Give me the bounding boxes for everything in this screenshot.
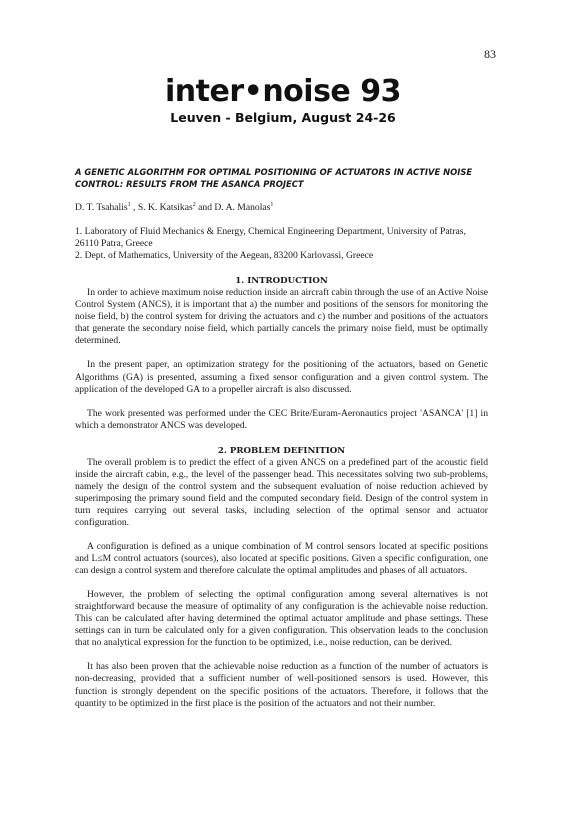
body-paragraph: A configuration is defined as a unique combination of M control sensors located at specific positions and L≤M control actuators (sources), also located at specific positions. Given a specific configuration, one can design a control system and therefore calculate the optimal amplitudes and phases of all actuators. <box>75 541 488 577</box>
author-separator: , <box>130 202 138 213</box>
author-separator: and <box>195 202 215 213</box>
section-heading: 1. INTRODUCTION <box>235 276 328 287</box>
affiliation: 1. Laboratory of Fluid Mechanics & Energy, Chemical Engineering Department, University of Patras, 26110 Patra, Greece <box>75 226 466 250</box>
author-affiliation-mark: 1 <box>127 201 131 208</box>
author-name: D. T. Tsahalis <box>75 202 128 213</box>
conference-venue: Leuven - Belgium, August 24-26 <box>170 110 396 125</box>
author-name: S. K. Katsikas <box>137 202 193 213</box>
page-number: 83 <box>484 47 496 61</box>
paper-title: A GENETIC ALGORITHM FOR OPTIMAL POSITIONING OF ACTUATORS IN ACTIVE NOISE CONTROL: RESULTS FROM THE ASANCA PROJECT <box>75 167 473 189</box>
conference-logo: inter•noise 93 <box>165 74 401 109</box>
body-paragraph: The work presented was performed under the CEC Brite/Euram-Aeronautics project 'ASANCA' [1] in which a demonstrator ANCS was developed. <box>75 407 488 431</box>
body-paragraph: In order to achieve maximum noise reduction inside an aircraft cabin through the use of an Active Noise Control System (ANCS), it is important that a) the number and positions of the sensors for monitoring the noise field, b) the control system for driving the actuators and c) the number and positions of the actuators that generate the secondary noise field, which partially cancels the primary noise field, must be optimally determined. <box>75 287 488 347</box>
body-paragraph: It has also been proven that the achievable noise reduction as a function of the number of actuators is non-decreasing, provided that a sufficient number of well-positioned sensors is used. However, this function is strongly dependent on the specific positions of the actuators. Therefore, it follows that the quantity to be optimized in the first place is the position of the actuators and not their number. <box>75 661 488 709</box>
body-paragraph: However, the problem of selecting the optimal configuration among several alternatives is not straightforward because the measure of optimality of any configuration is the achievable noise reduction. This can be calculated after having determined the optimal actuator amplitude and phase settings. These settings can in turn be calculated only for a given configuration. This observation leads to the conclusion that no analytical expression for the function to be optimized, i.e., noise reduction, can be derived. <box>75 589 488 649</box>
author-affiliation-mark: 2 <box>192 201 196 208</box>
author-affiliation-mark: 1 <box>270 201 274 208</box>
affiliation-list <box>75 226 488 262</box>
section-heading: 2. PROBLEM DEFINITION <box>217 445 346 456</box>
author-name: D. A. Manolas <box>214 202 271 213</box>
paper-body <box>75 166 488 710</box>
conference-masthead <box>0 76 566 125</box>
author-line <box>75 202 488 214</box>
affiliation: 2. Dept. of Mathematics, University of the Aegean, 83200 Karlovassi, Greece <box>75 250 374 262</box>
body-paragraph: The overall problem is to predict the effect of a given ANCS on a predefined part of the acoustic field inside the aircraft cabin, e.g., the level of the passenger head. This necessitates solving two sub-problems, namely the design of the control system and the subsequent evaluation of noise reduction achieved by superimposing the primary sound field and the computed secondary field. Design of the control system in turn requires carrying out several tasks, including selection of the optimal sensor and actuator configuration. <box>75 456 488 528</box>
body-paragraph: In the present paper, an optimization strategy for the positioning of the actuators, based on Genetic Algorithms (GA) is presented, assuming a fixed sensor configuration and a given control system. The application of the developed GA to a propeller aircraft is also discussed. <box>75 359 488 395</box>
